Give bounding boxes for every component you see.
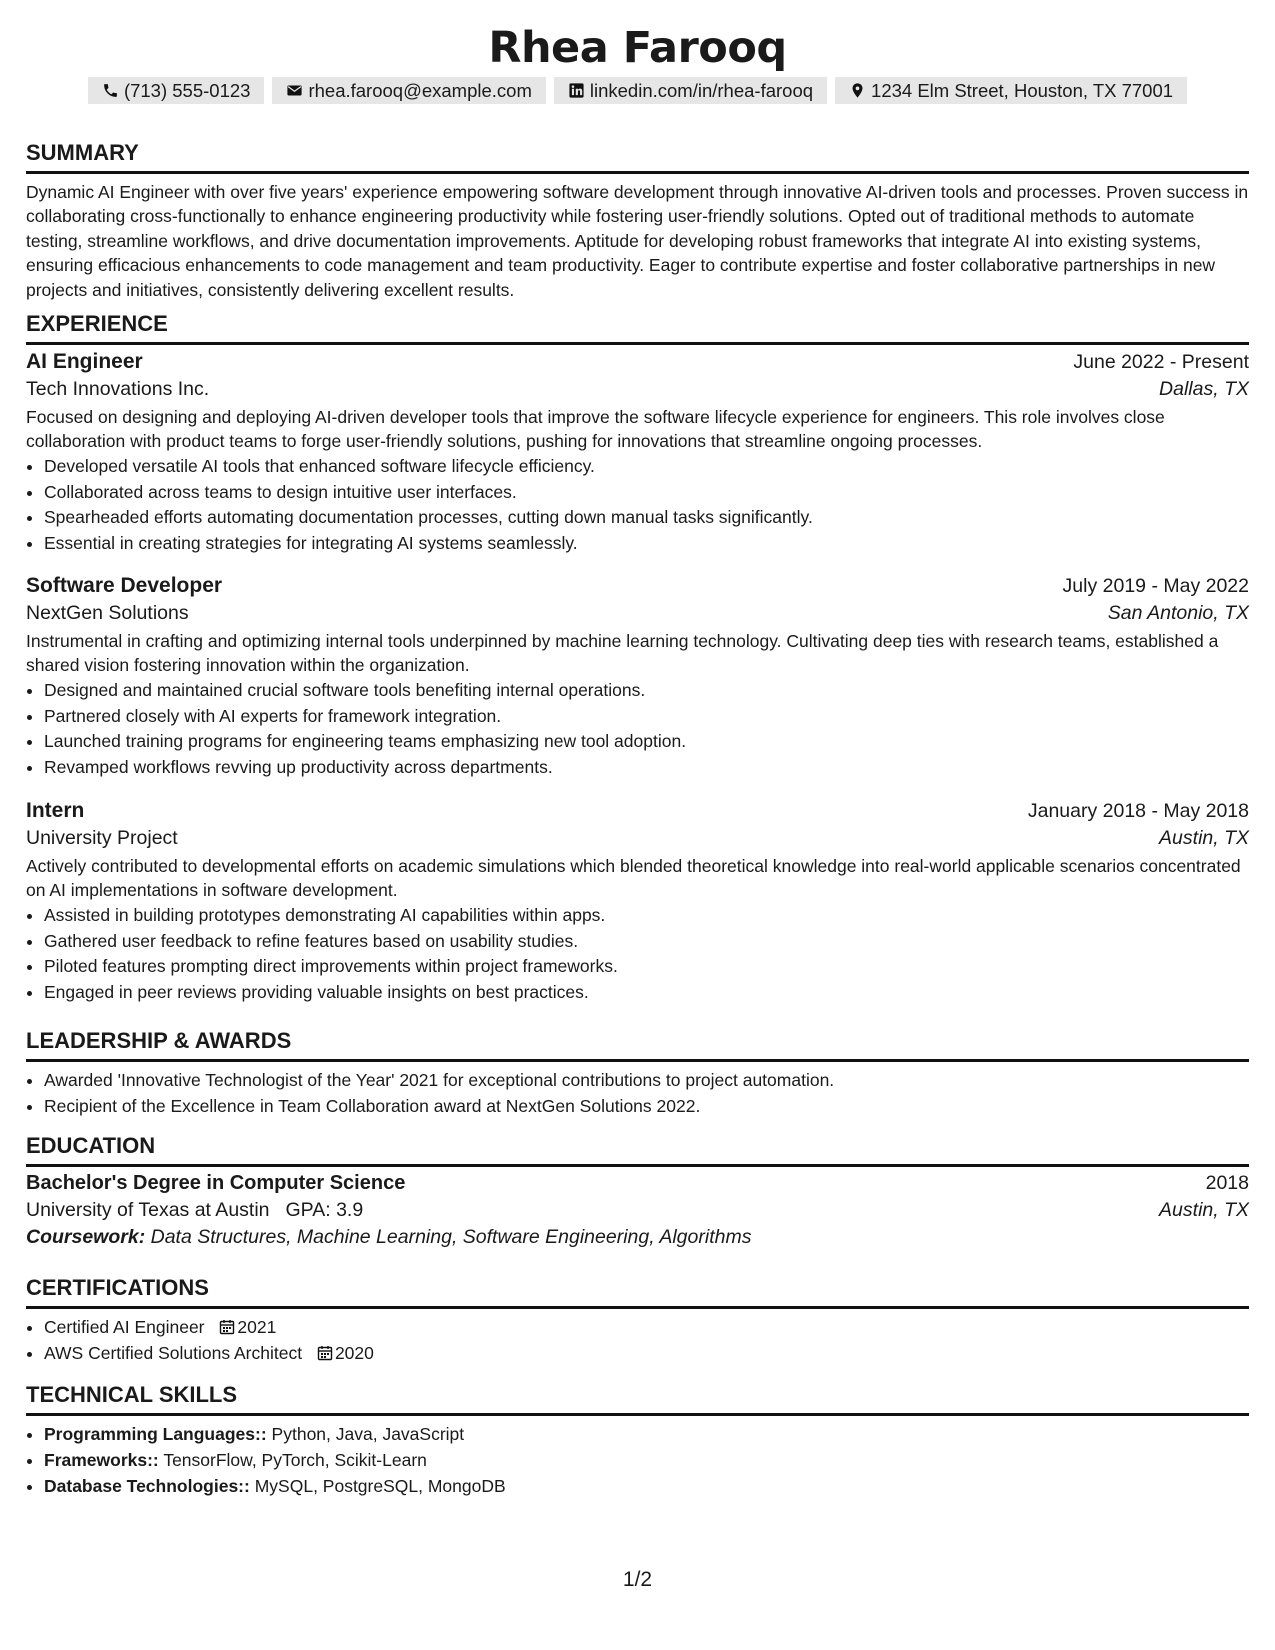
skill-value: MySQL, PostgreSQL, MongoDB <box>254 1475 506 1496</box>
job-location: Dallas, TX <box>1159 378 1249 400</box>
section-title-education: EDUCATION <box>26 1133 1249 1167</box>
list-item: • Partnered closely with AI experts for framework integration. <box>44 704 1249 730</box>
coursework <box>26 1226 1249 1249</box>
job-description: Actively contributed to developmental efforts on academic simulations which blended theoretical knowledge into real-world applicable scenarios concentrated on AI implementations in software development. <box>26 856 1241 901</box>
list-item: • Gathered user feedback to refine features based on usability studies. <box>44 929 1249 955</box>
job-title: Software Developer <box>26 574 223 597</box>
job-bullets <box>26 903 1249 1006</box>
certifications-section <box>26 1275 1249 1367</box>
map-marker-icon <box>849 82 866 99</box>
cert-year: 2020 <box>334 1342 374 1363</box>
job-location: Austin, TX <box>1159 827 1249 849</box>
section-title-experience: EXPERIENCE <box>26 311 1249 345</box>
envelope-icon <box>286 82 303 99</box>
contact-email-text: rhea.farooq@example.com <box>308 80 532 101</box>
degree: Bachelor's Degree in Computer Science <box>26 1172 406 1194</box>
job-entry <box>26 350 1249 557</box>
coursework-label: Coursework: <box>26 1226 146 1248</box>
list-item: • Launched training programs for engineering teams emphasizing new tool adoption. <box>44 729 1249 755</box>
job-bullets <box>26 678 1249 781</box>
school-name: University of Texas at Austin <box>26 1199 270 1221</box>
job-location: San Antonio, TX <box>1107 602 1249 624</box>
job-title: Intern <box>26 799 85 822</box>
skill-value: TensorFlow, PyTorch, Scikit-Learn <box>163 1449 427 1470</box>
gpa: GPA: 3.9 <box>285 1199 364 1221</box>
job-entry <box>26 799 1249 1006</box>
section-title-certifications: CERTIFICATIONS <box>26 1275 1249 1309</box>
list-item: • Developed versatile AI tools that enhanced software lifecycle efficiency. <box>44 454 1249 480</box>
school-location: Austin, TX <box>1159 1199 1249 1221</box>
contact-address[interactable] <box>835 77 1187 104</box>
list-item: • Revamped workflows revving up productivity across departments. <box>44 755 1249 781</box>
graduation-year: 2018 <box>1205 1172 1249 1194</box>
phone-icon <box>102 82 119 99</box>
list-item: • Piloted features prompting direct improvements within project frameworks. <box>44 954 1249 980</box>
list-item: • Designed and maintained crucial software tools benefiting internal operations. <box>44 678 1249 704</box>
job-company: University Project <box>26 827 178 849</box>
cert-year: 2021 <box>237 1317 277 1337</box>
skill-label: Frameworks:: <box>44 1449 159 1470</box>
list-item <box>44 1341 1249 1367</box>
skill-label: Programming Languages:: <box>44 1424 267 1444</box>
job-company: Tech Innovations Inc. <box>26 378 210 400</box>
skills-section <box>26 1382 1249 1499</box>
skill-label: Database Technologies:: <box>44 1475 250 1496</box>
contact-linkedin-text: linkedin.com/in/rhea-farooq <box>589 80 814 101</box>
calendar-icon <box>219 1319 235 1335</box>
contact-phone[interactable] <box>88 77 265 104</box>
list-item <box>44 1474 1249 1500</box>
skill-value: Python, Java, JavaScript <box>271 1424 465 1444</box>
summary-section <box>26 140 1249 302</box>
skills-list <box>26 1422 1249 1499</box>
job-title: AI Engineer <box>26 350 143 373</box>
list-item: • Engaged in peer reviews providing valuable insights on best practices. <box>44 980 1249 1006</box>
contact-linkedin[interactable] <box>554 77 827 104</box>
list-item: • Collaborated across teams to design intuitive user interfaces. <box>44 480 1249 506</box>
contact-address-text: 1234 Elm Street, Houston, TX 77001 <box>871 80 1174 101</box>
resume-page <box>26 0 1249 1496</box>
calendar-icon <box>317 1345 333 1361</box>
job-description: Instrumental in crafting and optimizing internal tools underpinned by machine learning technology. Cultivating deep ties with research teams, established a shared vision fostering innovation within the organization. <box>26 631 1219 676</box>
job-description: Focused on designing and deploying AI-driven developer tools that improve the software lifecycle experience for engineers. This role involves close collaboration with product teams to forge user-friendly solutions, pushing for innovations that streamline ongoing processes. <box>26 407 1165 452</box>
list-item <box>44 1448 1249 1474</box>
list-item: • Awarded 'Innovative Technologist of the Year' 2021 for exceptional contributions to project automation. <box>44 1068 1249 1094</box>
contact-phone-text: (713) 555-0123 <box>123 80 251 101</box>
list-item: • Assisted in building prototypes demonstrating AI capabilities within apps. <box>44 903 1249 929</box>
education-section <box>26 1133 1249 1249</box>
job-entry <box>26 574 1249 781</box>
contact-email[interactable] <box>272 77 545 104</box>
list-item <box>44 1315 1249 1341</box>
linkedin-icon <box>568 82 585 99</box>
coursework-list: Data Structures, Machine Learning, Software Engineering, Algorithms <box>150 1226 752 1248</box>
cert-name: AWS Certified Solutions Architect <box>44 1342 303 1363</box>
list-item: • Essential in creating strategies for integrating AI systems seamlessly. <box>44 531 1249 557</box>
experience-section <box>26 311 1249 345</box>
certifications-list <box>26 1315 1249 1367</box>
cert-name: Certified AI Engineer <box>44 1317 205 1337</box>
job-dates: January 2018 - May 2018 <box>1027 800 1249 822</box>
job-dates: June 2022 - Present <box>1073 351 1249 373</box>
section-title-skills: TECHNICAL SKILLS <box>26 1382 1249 1416</box>
candidate-name: Rhea Farooq <box>488 23 787 73</box>
job-company: NextGen Solutions <box>26 602 189 624</box>
leadership-section <box>26 1028 1249 1120</box>
section-title-leadership: LEADERSHIP & AWARDS <box>26 1028 1249 1062</box>
contact-row <box>26 77 1249 104</box>
page-number: 1/2 <box>622 1568 653 1591</box>
job-dates: July 2019 - May 2022 <box>1062 575 1249 597</box>
list-item <box>44 1422 1249 1448</box>
section-title-summary: SUMMARY <box>26 140 1249 174</box>
list-item: • Spearheaded efforts automating documentation processes, cutting down manual tasks significantly. <box>44 505 1249 531</box>
job-bullets <box>26 454 1249 557</box>
summary-text: Dynamic AI Engineer with over five years' experience empowering software development through innovative AI-driven tools and processes. Proven success in collaborating cross-functionally to enhance engineering productivity while fostering user-friendly solutions. Opted out of traditional methods to automate testing, streamline workflows, and drive documentation improvements. Aptitude for developing robust frameworks that integrate AI into existing systems, ensuring efficacious enhancements to code management and team productivity. Eager to contribute expertise and foster collaborative partnerships in new projects and initiatives, consistently delivering excellent results. <box>26 182 1249 300</box>
list-item: • Recipient of the Excellence in Team Collaboration award at NextGen Solutions 2022. <box>44 1094 1249 1120</box>
awards-list <box>26 1068 1249 1120</box>
